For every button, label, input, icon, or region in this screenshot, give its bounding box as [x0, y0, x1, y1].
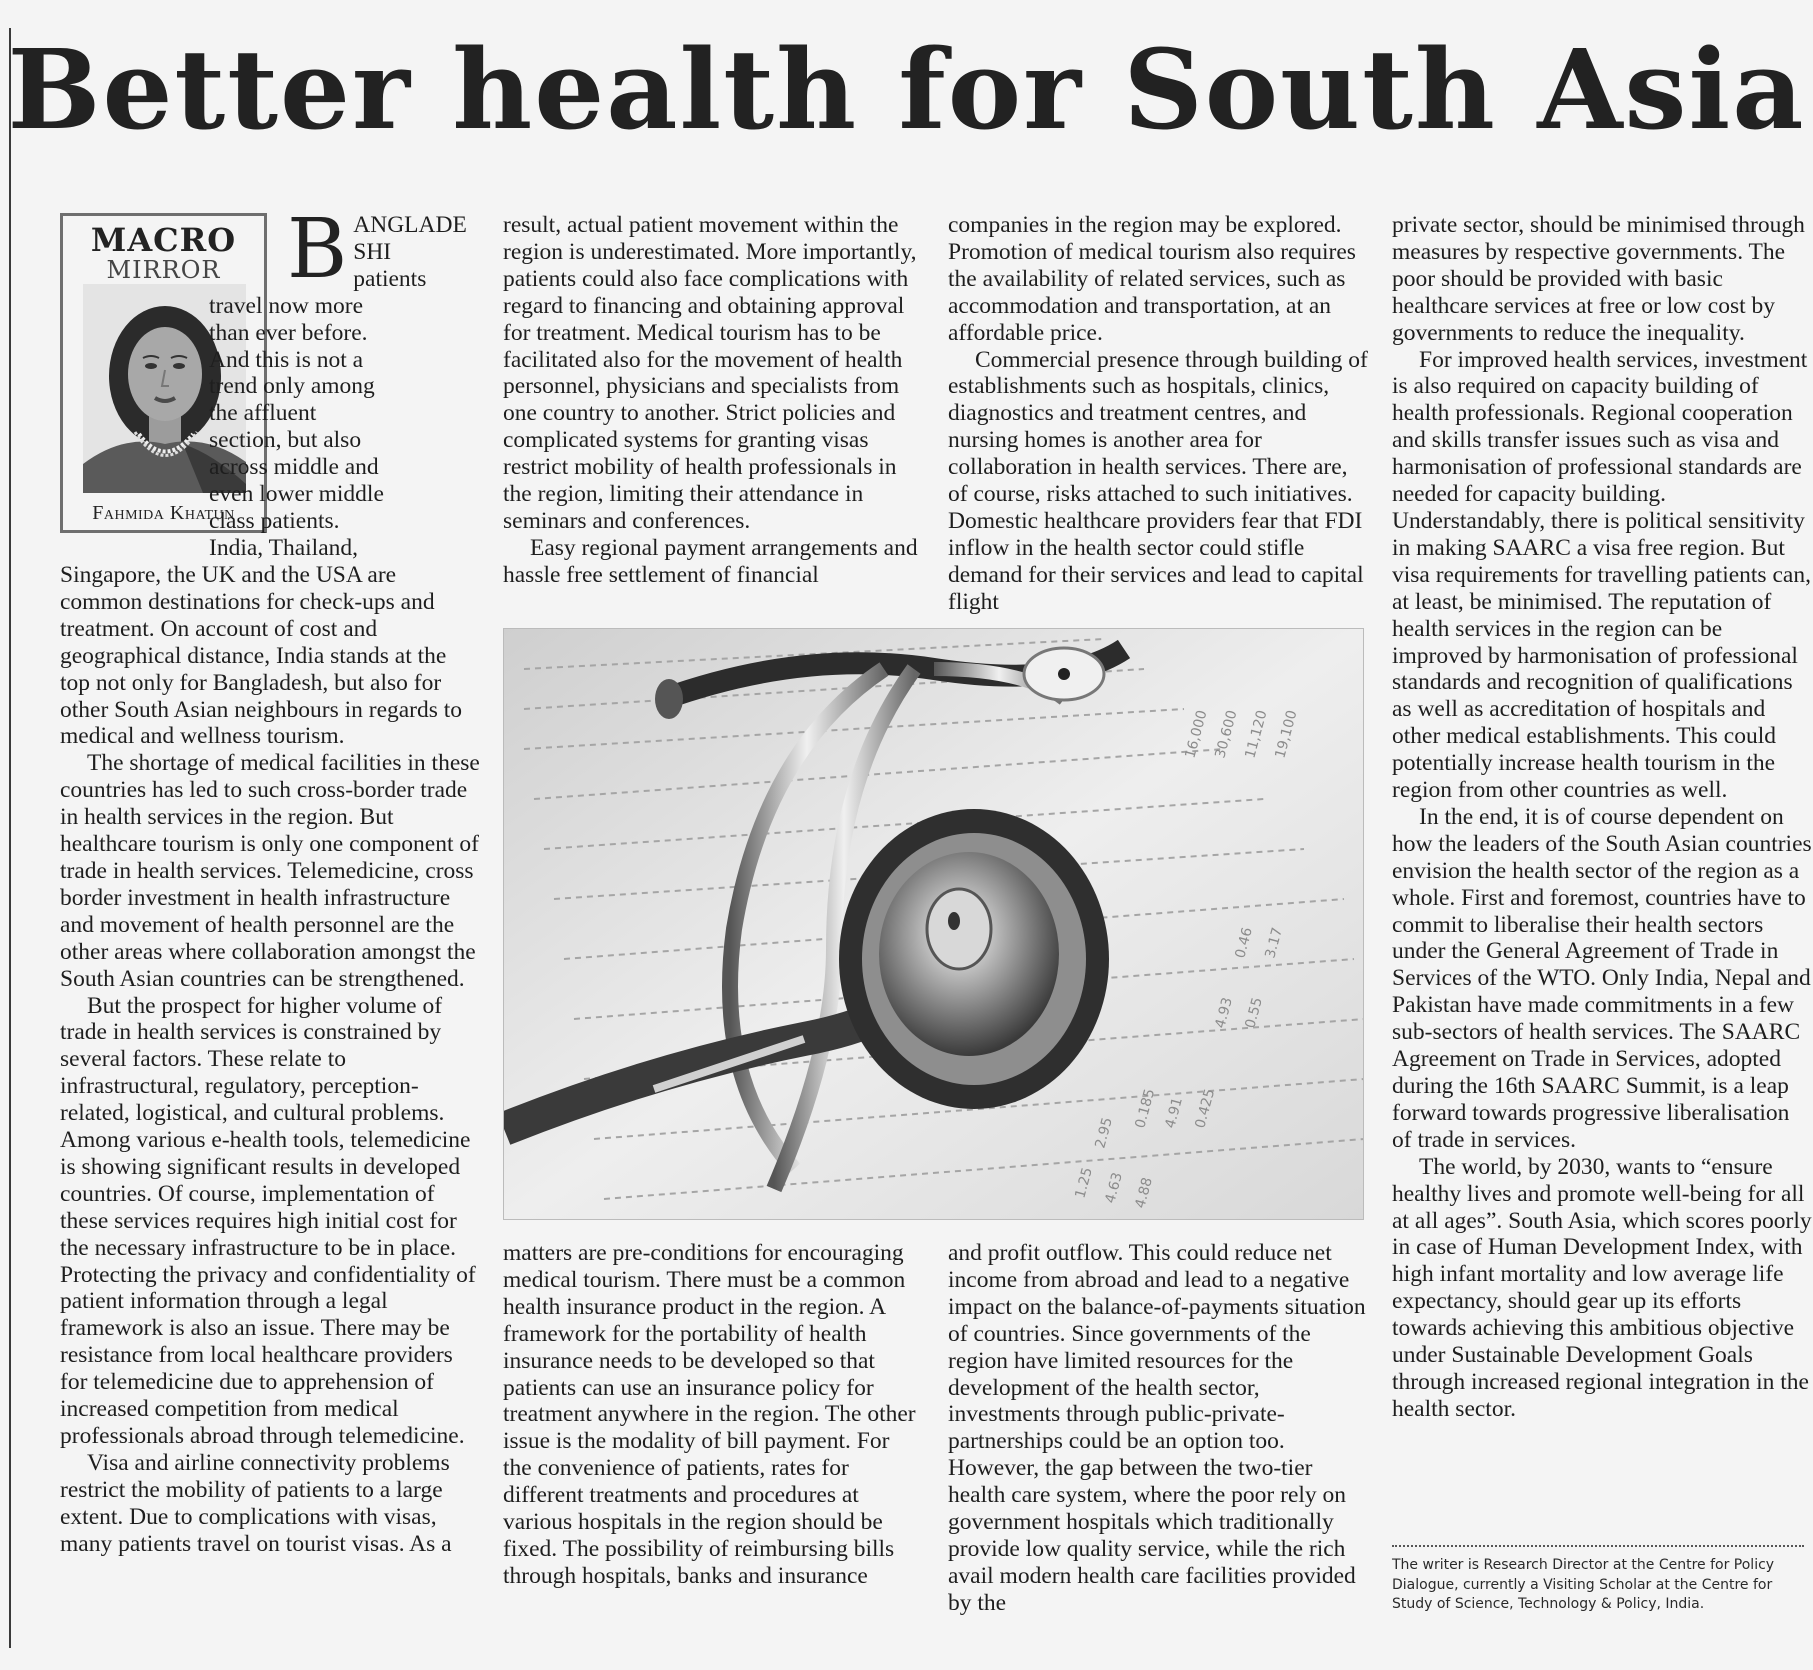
drop-cap: B [287, 202, 348, 297]
stethoscope-illustration [504, 629, 1364, 1220]
article-paragraph: For improved health services, investment is also required on capacity building of health professionals. Regional cooperation and skills transfer issues such as visa and harmonisation of professional standards are needed for capacity building. Understandably, there is political sensitivity in making SAARC a visa free region. But visa requirements for travelling patients can, at least, be minimised. The reputation of health services in the region can be improved by harmonisation of professional standards and recognition of qualifications as well as accreditation of hospitals and other medical establishments. This could potentially increase health tourism in the region from other countries as well. [1392, 346, 1811, 804]
column-1-top-line: even lower middle [209, 481, 384, 508]
photo-number-9: 0.185 [1132, 1087, 1159, 1131]
footnote-divider [1392, 1545, 1804, 1547]
photo-number-15: 4.88 [1132, 1175, 1156, 1211]
photo-number-2: 30,600 [1212, 708, 1241, 761]
article-paragraph: The shortage of medical facilities in these countries has led to such cross-border trade in health services in the region. But healthcare tourism is only one component of trade in health services. Telemedicine, cross border investment in health infrastructure and movement of health personnel are the other areas where collaboration amongst the South Asian countries can be strengthened. [60, 750, 480, 992]
left-column-rule [9, 28, 11, 1648]
column-3-top [948, 212, 1368, 616]
column-1-top-line: section, but also [209, 427, 362, 454]
article-paragraph: and profit outflow. This could reduce net income from abroad and lead to a negative impact on the balance-of-payments situation of countries. Since governments of the region have limited resources for the development of the health sector, investments through public-private-partnerships could be an option too. However, the gap between the two-tier health care system, where the poor rely on government hospitals which traditionally provide low quality service, while the rich avail modern health care facilities provided by the [948, 1240, 1366, 1616]
column-1-top [209, 202, 477, 562]
column-1-top-line: ANGLADE [353, 212, 467, 238]
article-paragraph: private sector, should be minimised through measures by respective governments. The poor should be provided with basic healthcare services at free or low cost by governments to reduce the inequality. [1392, 212, 1805, 346]
column-1-top-line: than ever before. [209, 319, 368, 346]
photo-number-6: 3.17 [1262, 925, 1286, 961]
photo-number-4: 19,100 [1272, 708, 1301, 761]
author-name-text: Fahmida Khatun [92, 502, 235, 524]
column-1-top-line: across middle and [209, 454, 379, 481]
author-footnote: The writer is Research Director at the Centre for Policy Dialogue, currently a Visiting Scholar at the Centre for Study of Science, Technology & Policy, India. [1392, 1557, 1775, 1612]
column-1-top-line: patients [353, 265, 427, 292]
photo-number-13: 1.25 [1072, 1165, 1096, 1201]
column-1-top-line: the affluent [209, 400, 317, 427]
article-paragraph: companies in the region may be explored. Promotion of medical tourism also requires the availability of related services, such as accommodation and transportation, at an affordable price. [948, 212, 1356, 346]
column-1-top-line: trend only among [209, 373, 375, 400]
photo-number-3: 11,120 [1242, 708, 1271, 761]
column-2-top [503, 212, 923, 589]
article-paragraph: In the end, it is of course dependent on how the leaders of the South Asian countries envision the health sector of the region as a whole. First and foremost, countries have to commit to liberalise their health sectors under the General Agreement of Trade in Services of the WTO. Only India, Nepal and Pakistan have made commitments in a few sub-sectors of health services. The SAARC Agreement on Trade in Services, adopted during the 16th SAARC Summit, is a leap forward towards progressive liberalisation of trade in services. [1392, 803, 1812, 1153]
article-paragraph: Visa and airline connectivity problems restrict the mobility of patients to a large extent. Due to complications with visas, many patients travel on tourist visas. As a [60, 1449, 452, 1557]
photo-number-10: 4.91 [1162, 1095, 1186, 1131]
article-paragraph: Commercial presence through building of establishments such as hospitals, clinics, diagnostics and treatment centres, and nursing homes is another area for collaboration in health services. There are, of course, risks attached to such initiatives. Domestic healthcare providers fear that FDI inflow in the health sector could stifle demand for their services and lead to capital flight [948, 346, 1368, 615]
photo-number-7: 4.93 [1212, 995, 1236, 1031]
photo-number-1: 16,000 [1182, 708, 1211, 761]
column-1-bottom [60, 562, 480, 1558]
photo-number-11: 0.425 [1192, 1087, 1219, 1131]
column-1-top-line: India, Thailand, [209, 534, 359, 561]
column-4 [1392, 212, 1812, 1423]
column-2-bottom [503, 1240, 923, 1590]
column-title-macro: MACRO [90, 221, 237, 259]
column-1-top-line: travel now more [209, 292, 364, 319]
stethoscope-photo [503, 628, 1364, 1220]
column-1-top-line: class patients. [209, 507, 340, 534]
article-paragraph: result, actual patient movement within the region is underestimated. More importantly, patients could also face complications with regard to financing and obtaining approval for treatment. Medical tourism has to be facilitated also for the movement of health personnel, physicians and specialists from one country to another. Strict policies and complicated systems for granting visas restrict mobility of health professionals in the region, limiting their attendance in seminars and conferences. [503, 212, 917, 534]
photo-number-5: 0.46 [1232, 925, 1256, 961]
article-paragraph: Easy regional payment arrangements and hassle free settlement of financial [503, 534, 918, 588]
article-paragraph: Singapore, the UK and the USA are common destinations for check-ups and treatment. On account of cost and geographical distance, India stands at the top not only for Bangladesh, but also for other South Asian neighbours in regards to medical and wellness tourism. [60, 562, 463, 750]
article-paragraph: matters are pre-conditions for encouraging medical tourism. There must be a common health insurance product in the region. A framework for the portability of health insurance needs to be developed so that patients can use an insurance policy for treatment anywhere in the region. The other issue is the modality of bill payment. For the convenience of patients, rates for different treatments and procedures at various hospitals in the region should be fixed. The possibility of reimbursing bills through hospitals, banks and insurance [503, 1240, 916, 1589]
column-1-top-line: SHI [353, 238, 392, 265]
photo-number-12: 2.95 [1092, 1115, 1116, 1151]
article-paragraph: But the prospect for higher volume of trade in health services is constrained by several factors. These relate to infrastructural, regulatory, perception-related, logistical, and cultural problems. Among various e-health tools, telemedicine is showing significant results in developed countries. Of course, implementation of these services requires high initial cost for the necessary infrastructure to be in place. Protecting the privacy and confidentiality of patient information through a legal framework is also an issue. There may be resistance from local healthcare providers for telemedicine due to apprehension of increased competition from medical professionals abroad through telemedicine. [60, 992, 476, 1449]
column-1-top-line: And this is not a [209, 346, 364, 373]
photo-number-14: 4.63 [1102, 1170, 1126, 1206]
column-3-bottom [948, 1240, 1368, 1617]
column-title-mirror: MIRROR [106, 256, 221, 284]
article-paragraph: The world, by 2030, wants to “ensure healthy lives and promote well-being for all at all ages”. South Asia, which scores poorly in case of Human Development Index, with high infant mortality and low average life expectancy, should gear up its efforts towards achieving this ambitious objective under Sustainable Development Goals through increased regional integration in the health sector. [1392, 1153, 1812, 1422]
photo-number-8: 0.55 [1242, 995, 1266, 1031]
headline: Better health for South Asia [7, 25, 1806, 154]
